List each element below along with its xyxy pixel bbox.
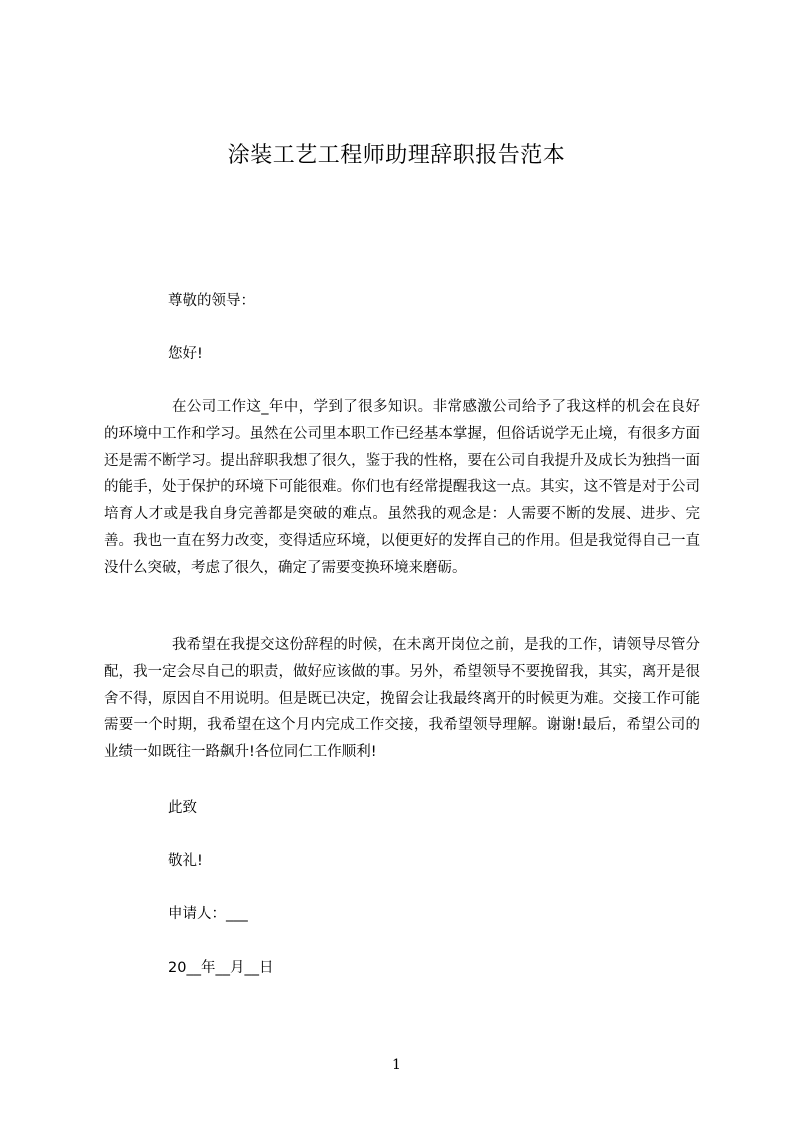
applicant-line: 申请人：___ — [168, 906, 248, 922]
body-paragraph-1: 在公司工作这_年中，学到了很多知识。非常感激公司给予了我这样的机会在良好的环境中工作和学习。虽然在公司里本职工作已经基本掌握，但俗话说学无止境，有很多方面还是需不断学习。提出辞职我想了很久，鉴于我的性格，要在公司自我提升及成长为独挡一面的能手，处于保护的环境下可能很难。你们也有经常提醒我这一点。其实，这不管是对于公司培育人才或是我自身完善都是突破的难点。虽然我的观念是：人需要不断的发展、进步、完善。我也一直在努力改变，变得适应环境，以便更好的发挥自己的作用。但是我觉得自己一直没什么突破，考虑了很久，确定了需要变换环境来磨砺。 — [104, 399, 700, 576]
date-line: 20__年__月__日 — [168, 960, 274, 976]
greeting: 您好! — [168, 346, 203, 362]
closing-line: 此致 — [168, 800, 197, 816]
document-title: 涂装工艺工程师助理辞职报告范本 — [227, 143, 566, 168]
salutation: 尊敬的领导： — [168, 293, 255, 309]
body-paragraph-2: 我希望在我提交这份辞程的时候，在未离开岗位之前，是我的工作，请领导尽管分配，我一定会尽自己的职责，做好应该做的事。另外，希望领导不要挽留我，其实，离开是很舍不得，原因自不用说明。但是既已决定，挽留会让我最终离开的时候更为难。交接工作可能需要一个时期，我希望在这个月内完成工作交接，我希望领导理解。谢谢!最后，希望公司的业绩一如既往一路飙升!各位同仁工作顺利! — [104, 637, 700, 761]
page-number: 1 — [392, 1057, 401, 1073]
regards-line: 敬礼! — [168, 853, 203, 869]
